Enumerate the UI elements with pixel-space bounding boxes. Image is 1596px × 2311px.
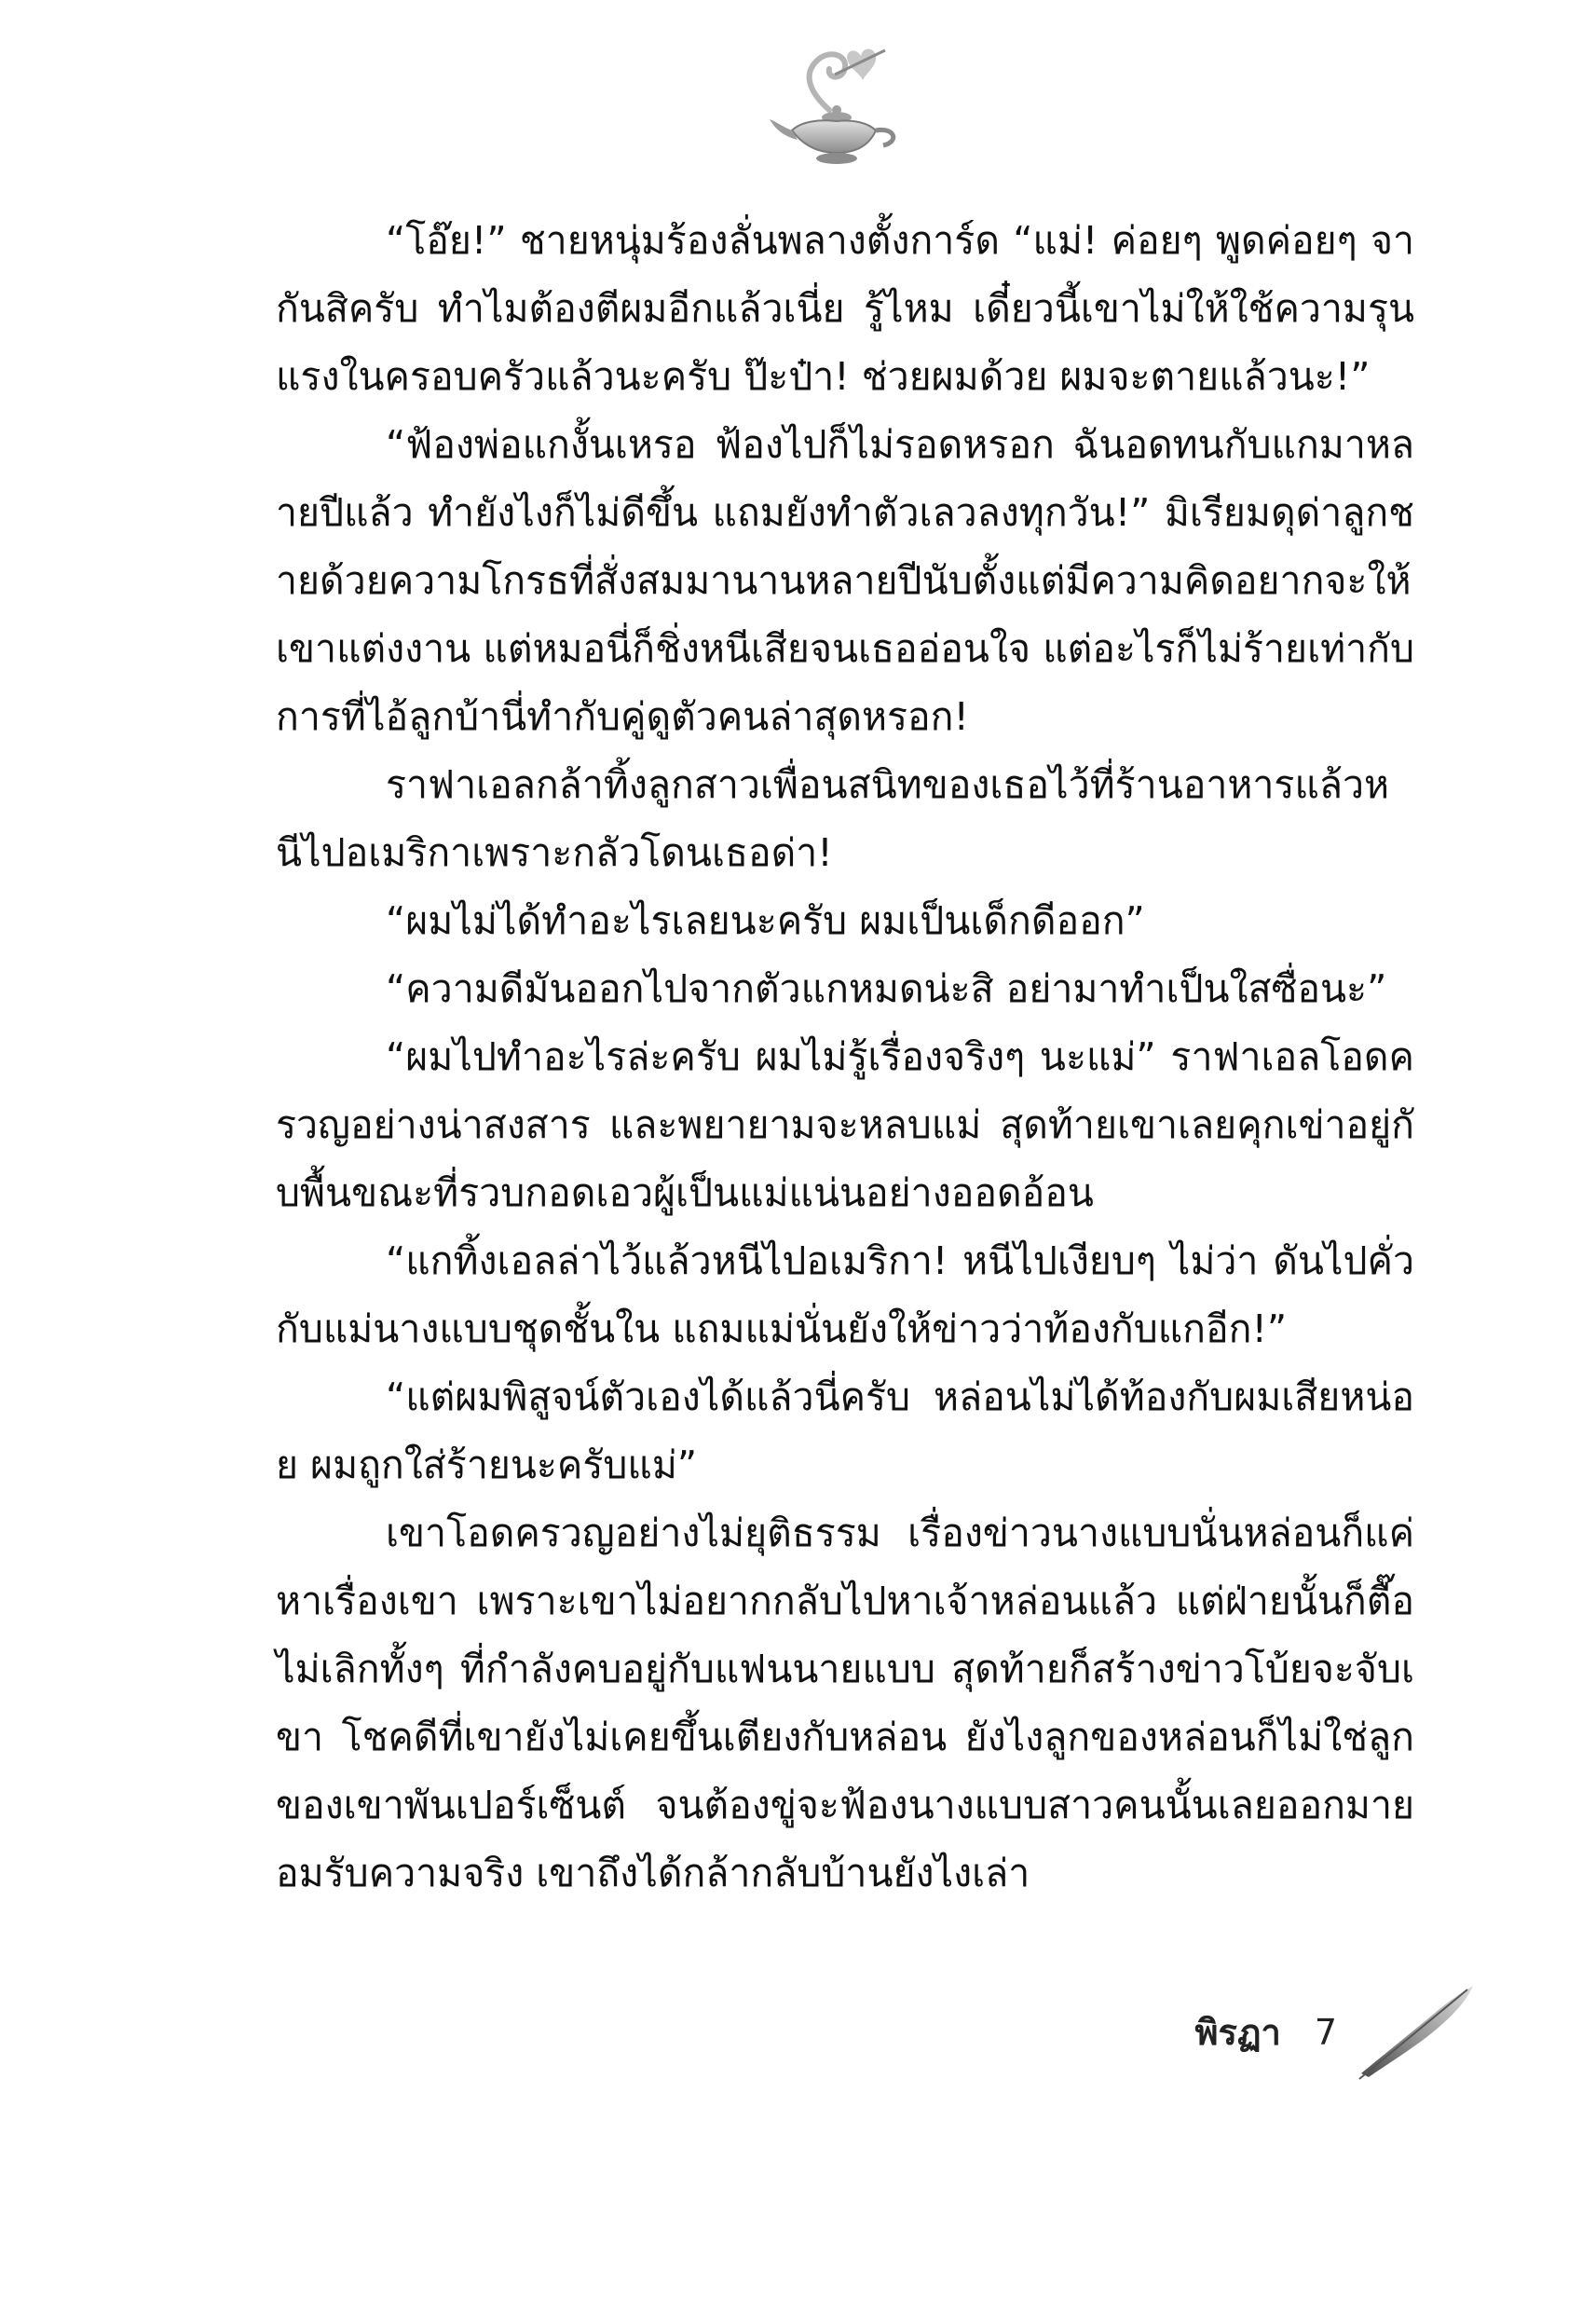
paragraph-7: “แกทิ้งเอลล่าไว้แล้วหนีไปอเมริกา! หนีไปเงียบๆ ไม่ว่า ดันไปคั่วกับแม่นางแบบชุดชั้นใน แถมแม่นั่นยังให้ข่าวว่าท้องกับแกอีก!” [276, 1238, 1414, 1351]
paragraph-4: “ผมไม่ได้ทำอะไรเลยนะครับ ผมเป็นเด็กดีออก” [386, 898, 1145, 943]
paragraph-5: “ความดีมันออกไปจากตัวแกหมดน่ะสิ อย่ามาทำเป็นใสซื่อนะ” [386, 966, 1387, 1011]
paragraph-9: เขาโอดครวญอย่างไม่ยุติธรรม เรื่องข่าวนางแบบนั่นหล่อนก็แค่หาเรื่องเขา เพราะเขาไม่อยากกลับไปหาเจ้าหล่อนแล้ว แต่ฝ่ายนั้นก็ตื๊อไม่เลิกทั้งๆ ที่กำลังคบอยู่กับแฟนนายแบบ สุดท้ายก็สร้างข่าวโบ้ยจะจับเขา โชคดีที่เขายังไม่เคยขึ้นเตียงกับหล่อน ยังไงลูกของหล่อนก็ไม่ใช่ลูกของเขาพันเปอร์เซ็นต์ จนต้องขู่จะฟ้องนางแบบสาวคนนั้นเลยออกมายอมรับความจริง เขาถึงได้กล้ากลับบ้านยังไงเล่า [276, 1511, 1414, 1895]
author-name: พิรฏา [1194, 2012, 1281, 2053]
paragraph-3: ราฟาเอลกล้าทิ้งลูกสาวเพื่อนสนิทของเธอไว้ที่ร้านอาหารแล้วหนีไปอเมริกาเพราะกลัวโดนเธอด่า! [276, 762, 1390, 875]
page-number: 7 [1314, 2011, 1337, 2053]
page-footer [1195, 2003, 1338, 2060]
paragraph-8: “แต่ผมพิสูจน์ตัวเองได้แล้วนี่ครับ หล่อนไม่ได้ท้องกับผมเสียหน่อย ผมถูกใส่ร้ายนะครับแม่” [276, 1374, 1414, 1487]
paragraph-2: “ฟ้องพ่อแกงั้นเหรอ ฟ้องไปก็ไม่รอดหรอก ฉันอดทนกับแกมาหลายปีแล้ว ทำยังไงก็ไม่ดีขึ้น แถมยังทำตัวเลวลงทุกวัน!” มิเรียมดุด่าลูกชายด้วยความโกรธที่สั่งสมมานานหลายปีนับตั้งแต่มีความคิดอยากจะให้เขาแต่งงาน แต่หมอนี่ก็ชิ่งหนีเสียจนเธออ่อนใจ แต่อะไรก็ไม่ร้ายเท่ากับการที่ไอ้ลูกบ้านี่ทำกับคู่ดูตัวคนล่าสุดหรอก! [276, 422, 1414, 739]
genie-lamp-icon [764, 37, 904, 177]
feather-quill-icon [1356, 1980, 1477, 2083]
paragraph-6: “ผมไปทำอะไรล่ะครับ ผมไม่รู้เรื่องจริงๆ นะแม่” ราฟาเอลโอดครวญอย่างน่าสงสาร และพยายามจะหลบแม่ สุดท้ายเขาเลยคุกเข่าอยู่กับพื้นขณะที่รวบกอดเอวผู้เป็นแม่แน่นอย่างออดอ้อน [276, 1034, 1414, 1215]
paragraph-1: “โอ๊ย!” ชายหนุ่มร้องลั่นพลางตั้งการ์ด “แม่! ค่อยๆ พูดค่อยๆ จากันสิครับ ทำไมต้องตีผมอีกแล้วเนี่ย รู้ไหม เดี๋ยวนี้เขาไม่ให้ใช้ความรุนแรงในครอบครัวแล้วนะครับ ป๊ะป๋า! ช่วยผมด้วย ผมจะตายแล้วนะ!” [276, 218, 1414, 399]
story-text [276, 207, 1414, 1895]
